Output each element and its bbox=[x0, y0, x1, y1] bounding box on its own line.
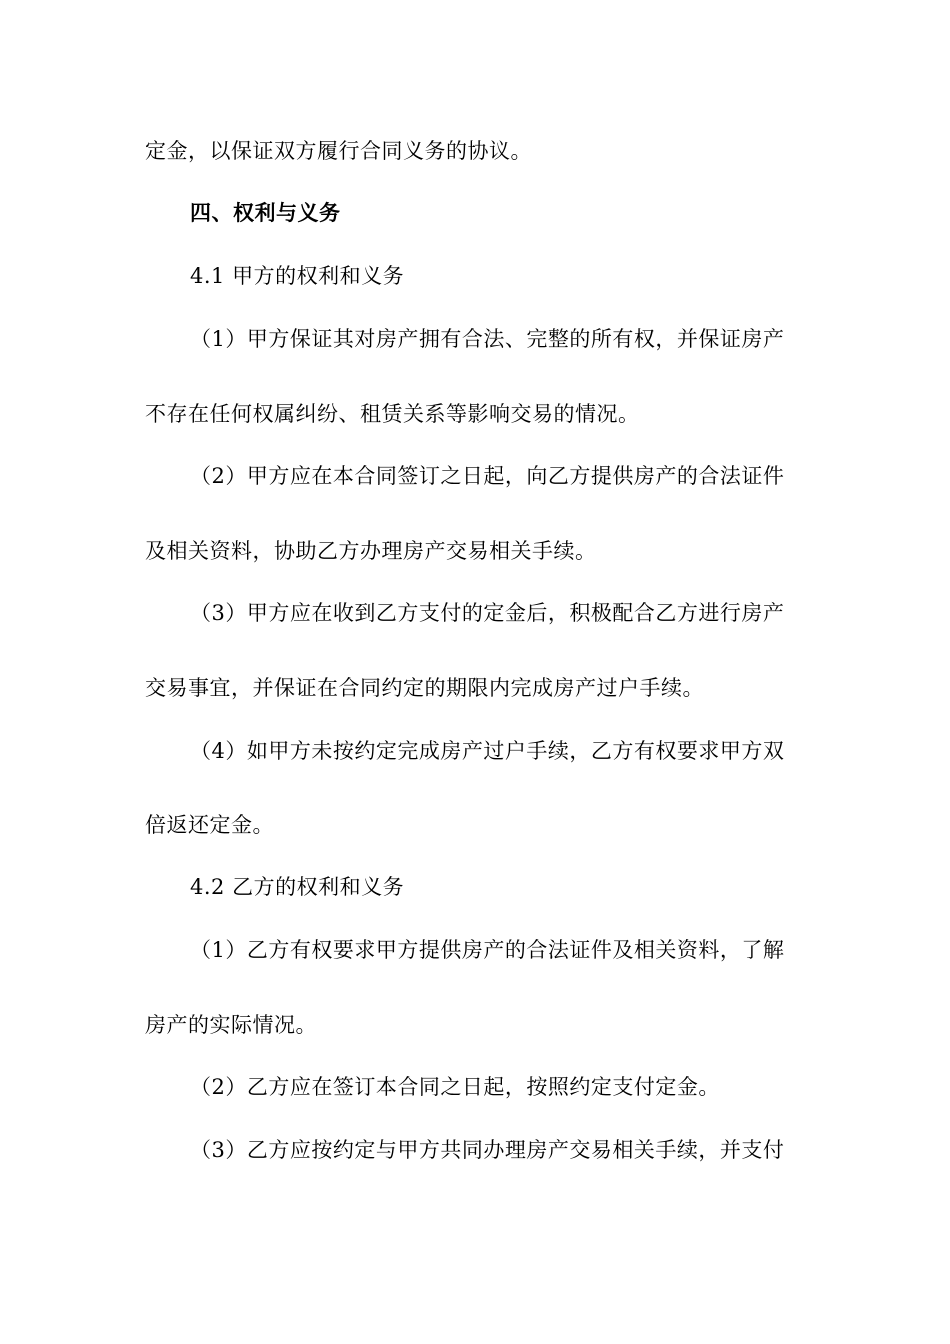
paragraph-line: （3）乙方应按约定与甲方共同办理房产交易相关手续，并支付 bbox=[190, 1138, 785, 1162]
paragraph-line: 倍返还定金。 bbox=[145, 813, 274, 837]
paragraph-line: （2）甲方应在本合同签订之日起，向乙方提供房产的合法证件 bbox=[190, 464, 785, 488]
paragraph-line: （1）甲方保证其对房产拥有合法、完整的所有权，并保证房产 bbox=[190, 327, 785, 351]
paragraph-line: 房产的实际情况。 bbox=[145, 1013, 317, 1037]
paragraph-line: （1）乙方有权要求甲方提供房产的合法证件及相关资料，了解 bbox=[190, 938, 785, 962]
paragraph-line: 交易事宜，并保证在合同约定的期限内完成房产过户手续。 bbox=[145, 676, 704, 700]
paragraph-line: （4）如甲方未按约定完成房产过户手续，乙方有权要求甲方双 bbox=[190, 739, 785, 763]
paragraph-line: （2）乙方应在签订本合同之日起，按照约定支付定金。 bbox=[190, 1075, 720, 1099]
paragraph-line: 定金，以保证双方履行合同义务的协议。 bbox=[145, 139, 532, 163]
subsection-heading: 4.2 乙方的权利和义务 bbox=[190, 875, 405, 899]
subsection-heading: 4.1 甲方的权利和义务 bbox=[190, 264, 405, 288]
paragraph-line: （3）甲方应在收到乙方支付的定金后，积极配合乙方进行房产 bbox=[190, 601, 785, 625]
paragraph-line: 不存在任何权属纠纷、租赁关系等影响交易的情况。 bbox=[145, 402, 640, 426]
paragraph-line: 及相关资料，协助乙方办理房产交易相关手续。 bbox=[145, 539, 597, 563]
section-heading: 四、权利与义务 bbox=[190, 200, 341, 225]
